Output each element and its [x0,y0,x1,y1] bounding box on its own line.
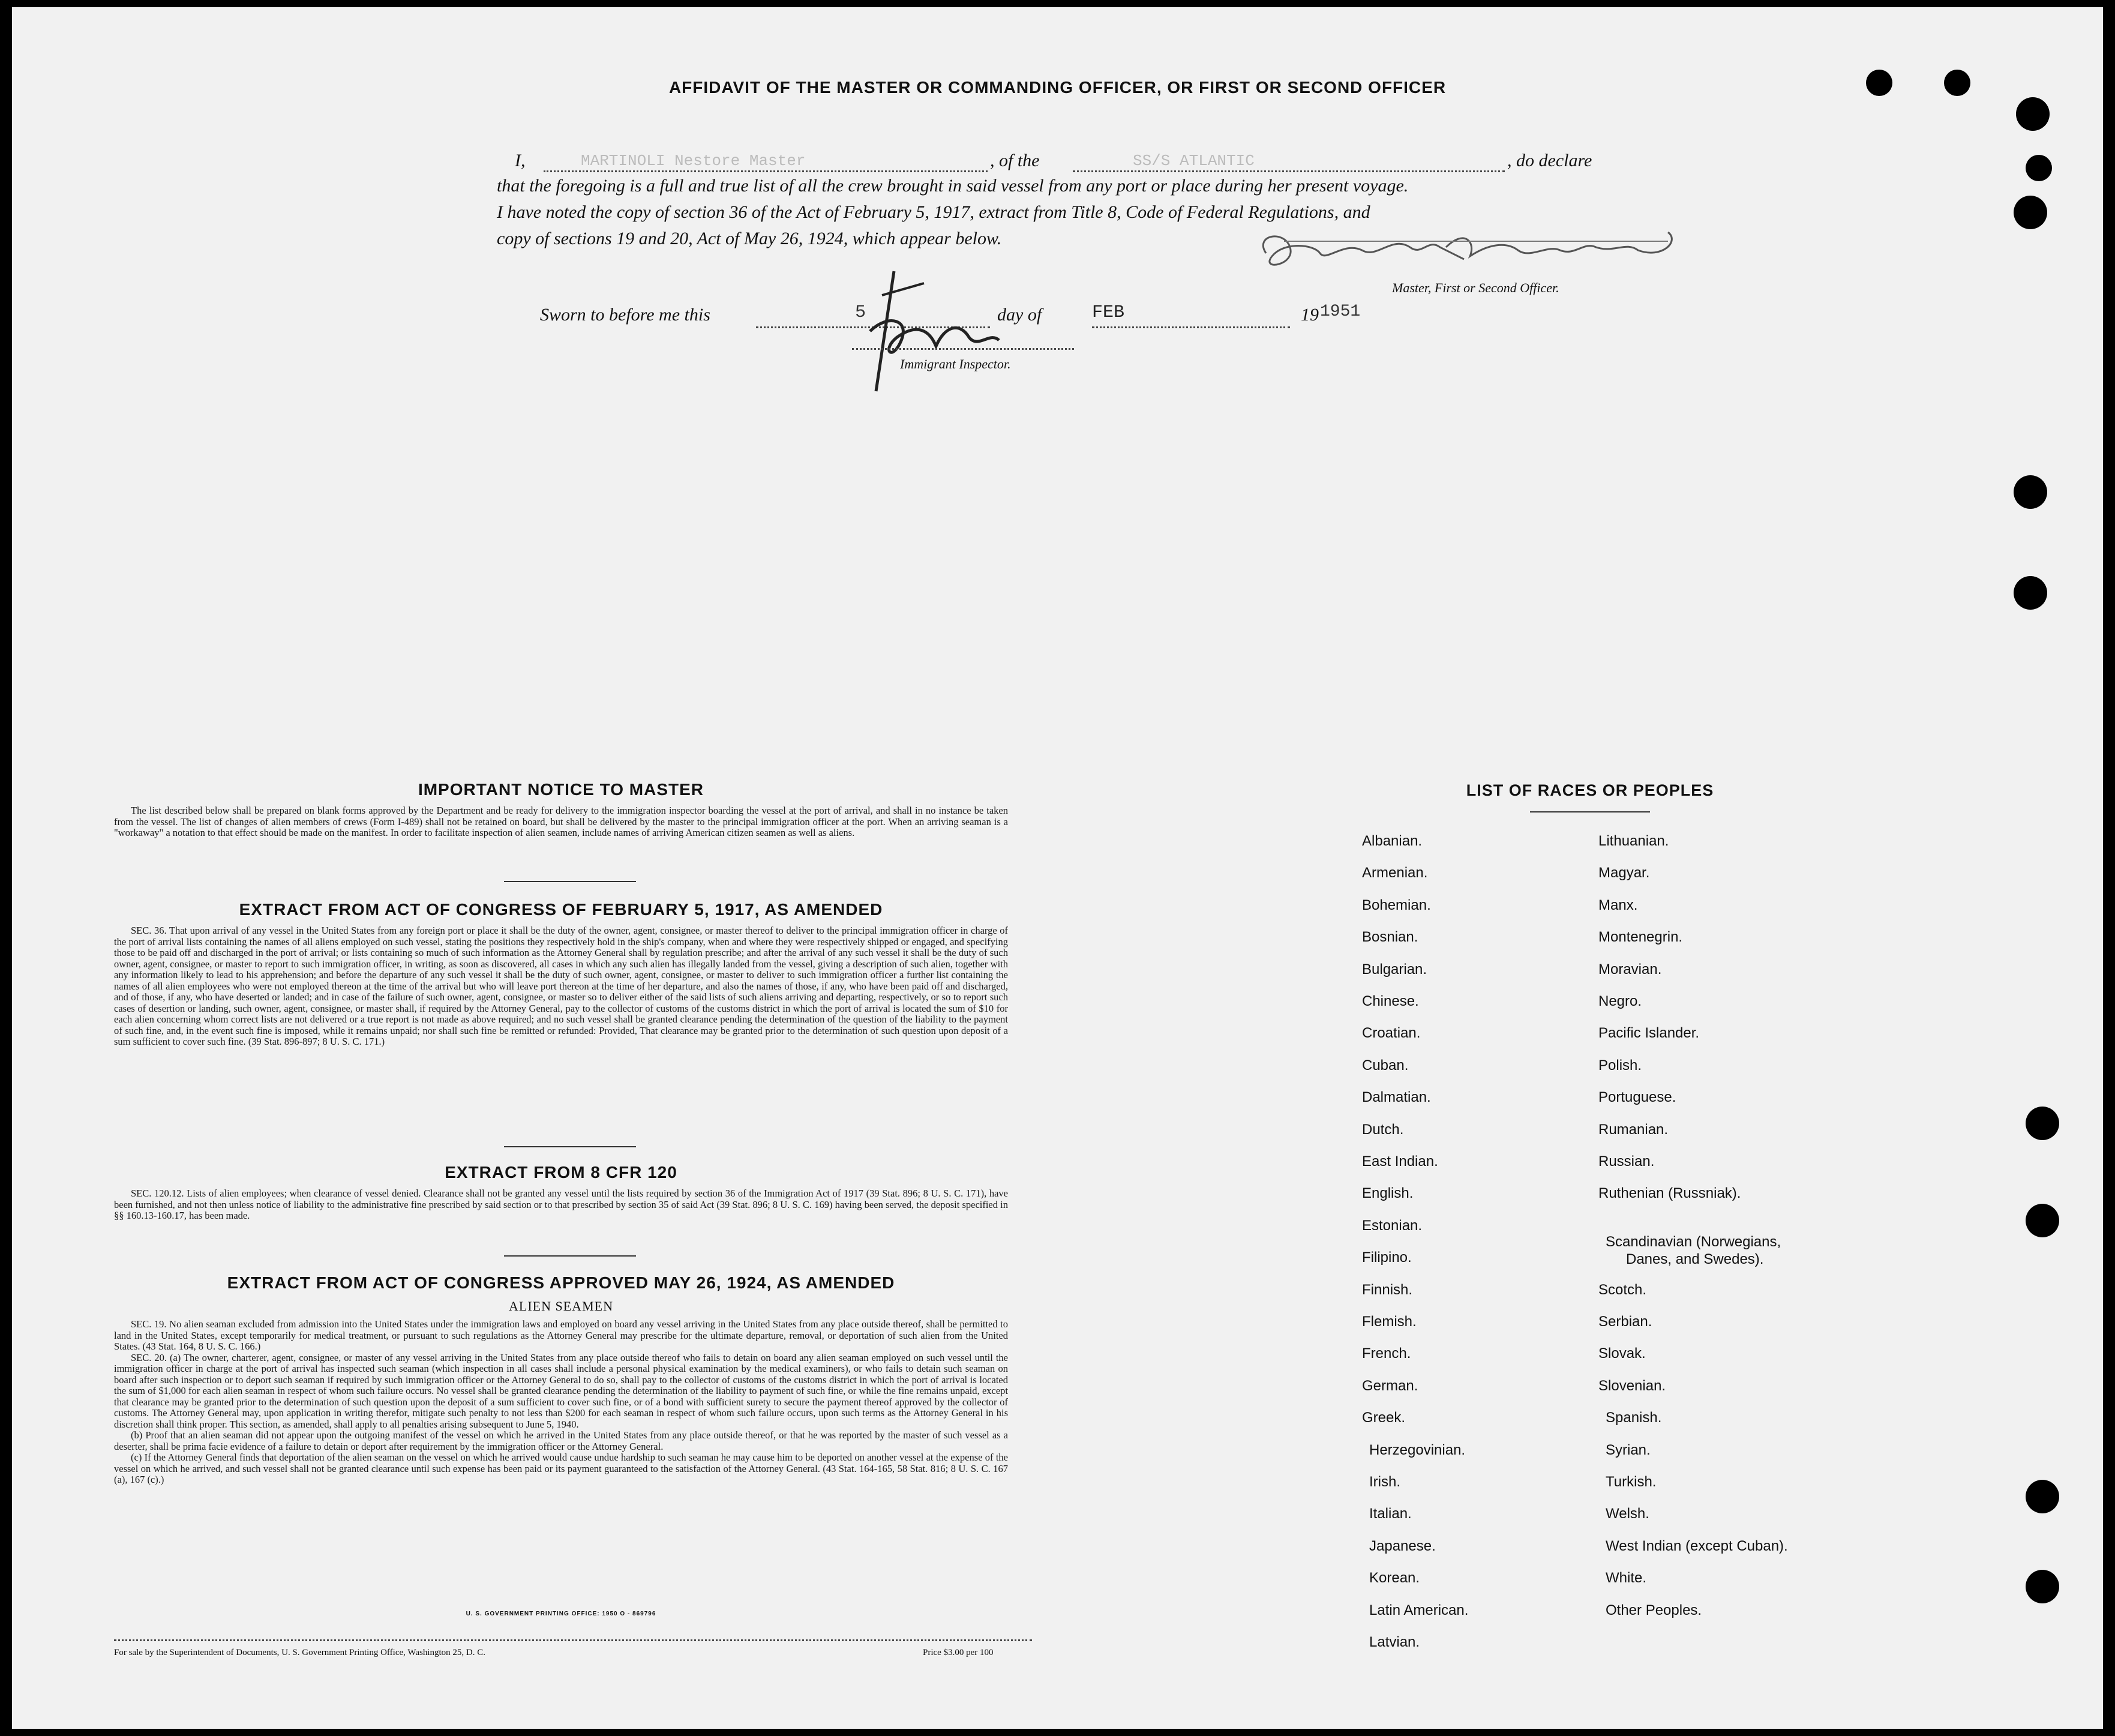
extract-cfr-paragraph: SEC. 120.12. Lists of alien employees; when clearance of vessel denied. Clearance shall not be granted any vessel until the lists required by section 36 of the Immigration Act of 1917 (39 Stat. 896; 8 U. S. C. 171), have been furnished, and not then unless notice of liability to the administrative fine prescribed by said section or to that prescribed by section 35 of said Act (39 Stat. 896; 8 U. S. C. 169) having been served, the deposit specified in §§ 160.13-160.17, has been made. [114,1188,1008,1221]
affidavit-of: , of the [990,151,1040,170]
punch-hole [2026,1204,2059,1237]
sec20c-paragraph: (c) If the Attorney General finds that deportation of the alien seaman on the vessel on which he arrived would cause undue hardship to such seaman he may cause him to be deported on another vessel at the expense of the vessel on which he arrived, and such vessel shall not be granted clearance until such expense has been paid or its payment guaranteed to the satisfaction of the Attorney General. (43 Stat. 164-165, 58 Stat. 816; 8 U. S. C. 167 (a), 167 (c).) [114,1452,1008,1485]
race-item: Albanian. [1362,833,1423,849]
race-item: Negro. [1598,993,1642,1009]
extract-cfr-title: EXTRACT FROM 8 CFR 120 [445,1163,677,1182]
race-item: Croatian. [1362,1025,1421,1042]
race-item: Bulgarian. [1362,961,1427,978]
affidavit-i: I, [515,151,526,170]
notice-text [114,805,1008,839]
race-item: Estonian. [1362,1217,1423,1234]
race-item: Cuban. [1362,1057,1409,1074]
race-item: Manx. [1598,897,1638,913]
inspector-signature [840,259,1020,403]
master-caption: Master, First or Second Officer. [1392,280,1559,295]
punch-hole [2016,97,2050,131]
divider [504,1255,636,1257]
race-item: Scandinavian (Norwegians, [1606,1233,1781,1250]
race-item: Moravian. [1598,961,1662,978]
race-item: Pacific Islander. [1598,1025,1700,1042]
race-item: German. [1362,1377,1418,1394]
race-item: Bosnian. [1362,929,1418,946]
punch-hole [2014,576,2047,610]
vessel-name-typed: SS/S ATLANTIC [1133,152,1255,170]
race-item: Chinese. [1362,993,1419,1009]
alien-seamen-subtitle: ALIEN SEAMEN [509,1299,613,1314]
race-item: Montenegrin. [1598,929,1683,946]
footer-rule [114,1638,1032,1641]
year-prefix: 19 [1301,305,1319,325]
day-of-label: day of [997,305,1042,325]
race-item: Turkish. [1606,1474,1657,1490]
notice-paragraph: The list described below shall be prepared on blank forms approved by the Department and be ready for delivery to the immigration inspector boarding the vessel at the port of arrival, and shall in no instance be taken from the vessel. The list of changes of alien members of crews (Form I-489) shall not be retained on board, but shall be delivered by the master to the principal immigration officer at the port. When an arriving seaman is a "workaway" a notation to that effect should be made on the manifest. In order to facilitate inspection of alien seamen, include names of arriving American citizen seamen as well as aliens. [114,805,1008,838]
punch-hole [2026,1480,2059,1513]
race-item: Latin American. [1369,1602,1469,1618]
affidavit-line-4: copy of sections 19 and 20, Act of May 26, 1924, which appear below. [497,229,1002,248]
race-item: Dutch. [1362,1121,1404,1138]
extract-1917-text [114,925,1008,1048]
punch-hole [2026,1107,2059,1140]
extract-cfr-text [114,1188,1008,1222]
race-item: Slovak. [1598,1345,1646,1362]
punch-hole [1944,70,1970,96]
punch-hole [2026,1570,2059,1603]
race-item: East Indian. [1362,1153,1438,1170]
divider [504,881,636,882]
master-name-typed: MARTINOLI Nestore Master [581,152,806,170]
punch-hole [1866,70,1892,96]
race-item: Ruthenian (Russniak). [1598,1185,1741,1202]
race-item: French. [1362,1345,1411,1362]
race-item: Danes, and Swedes). [1626,1251,1764,1267]
notice-title: IMPORTANT NOTICE TO MASTER [418,780,704,799]
race-item: Polish. [1598,1057,1642,1074]
race-item: Flemish. [1362,1314,1417,1330]
race-item: English. [1362,1185,1414,1202]
race-item: Syrian. [1606,1441,1651,1458]
race-item: Irish. [1369,1474,1401,1490]
extract-1917-paragraph: SEC. 36. That upon arrival of any vessel in the United States from any foreign port or place it shall be the duty of the owner, agent, consignee, or master thereof to deliver to the principal immigration officer in charge of the port of arrival lists containing the names of all aliens employed on such vessel, stating the positions they respectively hold in the ship's company, when and where they were respectively shipped or engaged, and specifying those to be paid off and discharged in the port of arrival; or lists containing so much of such information as the Attorney General shall by regulation prescribe; and after the arrival of any such vessel it shall be the duty of such owner, agent, consignee, or master to report to such immigration officer, in writing, as soon as discovered, all cases in which any such alien has illegally landed from the vessel, giving a description of such alien, together with any information likely to lead to his apprehension; and before the departure of any such vessel it shall be the duty of such owner, agent, consignee, or master to deliver to such immigration officer a further list containing the names of all alien employees who were not employed thereon at the time of the arrival but who will leave port thereon at the time of her departure, and also the names of those, if any, who have been paid off and discharged, and of those, if any, who have deserted or landed; and in case of the failure of such owner, agent, consignee, or master so to deliver either of the said lists of such aliens arriving and departing, respectively, or so to report such cases of desertion or landing, such owner, agent, consignee, or master shall, if required by the Attorney General, pay to the collector of customs of the customs district in which the port of arrival is located the sum of $10 for each alien concerning whom correct lists are not delivered or a true report is not made as above required; and no such vessel shall be granted clearance pending the determination of the question of the liability to the payment of such fine, and, in the event such fine is imposed, while it remains unpaid; nor shall such fine be remitted or refunded: Provided, That clearance may be granted prior to the determination of such question upon deposit of a sum sufficient to cover such fine. (39 Stat. 896-897; 8 U. S. C. 171.) [114,925,1008,1047]
race-item: Korean. [1369,1570,1420,1587]
race-item: Slovenian. [1598,1377,1666,1394]
inspector-caption: Immigrant Inspector. [900,356,1011,371]
race-item: White. [1606,1570,1647,1587]
race-item: Other Peoples. [1606,1602,1702,1618]
race-item: Greek. [1362,1410,1406,1426]
race-item: Portuguese. [1598,1089,1676,1106]
sworn-label: Sworn to before me this [540,305,710,325]
sworn-year: 1951 [1320,302,1361,321]
sec20b-paragraph: (b) Proof that an alien seaman did not appear upon the outgoing manifest of the vessel on which he arrived in the United States from any place outside thereof, or that he was reported by the master of such vessel as a deserter, shall be prima facie evidence of a failure to detain or deport after requirement by the immigration officer or the Attorney General. [114,1429,1008,1452]
master-signature [1248,223,1698,289]
race-item: Rumanian. [1598,1121,1669,1138]
footer-sale: For sale by the Superintendent of Documents, U. S. Government Printing Office, Washington 25, D. C. [114,1648,485,1657]
race-item: Magyar. [1598,865,1650,882]
race-item: Latvian. [1369,1634,1420,1650]
race-item: Armenian. [1362,865,1428,882]
affidavit-line-3: I have noted the copy of section 36 of the Act of February 5, 1917, extract from Title 8, Code of Federal Regulations, and [497,202,1370,222]
footer-price: Price $3.00 per 100 [923,1648,994,1657]
race-item: Scotch. [1598,1281,1647,1298]
race-item: Lithuanian. [1598,833,1669,849]
affidavit-line-2: that the foregoing is a full and true list of all the crew brought in said vessel from any port or place during her present voyage. [497,176,1409,196]
race-item: Filipino. [1362,1249,1412,1266]
race-item: Finnish. [1362,1281,1413,1298]
race-item: Italian. [1369,1506,1412,1522]
race-item: West Indian (except Cuban). [1606,1537,1788,1554]
inspector-line [852,347,1074,350]
punch-hole [2014,196,2047,229]
race-item: Russian. [1598,1153,1655,1170]
sec19-paragraph: SEC. 19. No alien seaman excluded from admission into the United States under the immigration laws and employed on board any vessel arriving in the United States from any place outside thereof, shall be permitted to land in the United States, except temporarily for medical treatment, or pursuant to such regulations as the Attorney General may prescribe for the ultimate departure, removal, or deportation of such alien from the United States. (43 Stat. 164, 8 U. S. C. 166.) [114,1318,1008,1352]
document-page [12,7,2103,1729]
divider [504,1146,636,1147]
extract-1924-text [114,1319,1008,1486]
extract-1924-title: EXTRACT FROM ACT OF CONGRESS APPROVED MAY 26, 1924, AS AMENDED [227,1273,895,1292]
races-divider [1530,811,1650,812]
sec20a-paragraph: SEC. 20. (a) The owner, charterer, agent, consignee, or master of any vessel arriving in the United States from any place outside thereof who fails to detain on board any alien seaman employed on such vessel until the immigration officer in charge at the port of arrival has inspected such seaman (which inspection in all cases shall include a personal physical examination by the medical examiners), or who fails to detain such seaman on board after such inspection or to deport such seaman if required by such immigration officer or the Attorney General to do so, shall pay to the collector of customs of the customs district in which the port of arrival is located the sum of $1,000 for each alien seaman in respect of whom such failure occurs. No vessel shall be granted clearance pending the determination of the liability to payment of such fine, or while the fine remains unpaid, except that clearance may be granted prior to the determination of such question upon the deposit of a sum sufficient to cover such fine, or of a bond with sufficient surety to secure the payment thereof approved by the collector of customs. The Attorney General may, upon application in writing therefor, mitigate such penalty to not less than $200 for each seaman in respect of whom such failure occurs, upon such terms as the Attorney General in his discretion shall think proper. This section, as amended, shall apply to all penalties arising subsequent to June 5, 1940. [114,1351,1008,1430]
race-item: Herzegovinian. [1369,1441,1466,1458]
punch-hole [2026,155,2052,181]
affidavit-line-1 [497,148,1637,174]
race-item: Welsh. [1606,1506,1649,1522]
race-item: Bohemian. [1362,897,1431,913]
punch-hole [2014,475,2047,509]
affidavit-declare: , do declare [1507,151,1592,170]
affidavit-title: AFFIDAVIT OF THE MASTER OR COMMANDING OFFICER, OR FIRST OR SECOND OFFICER [668,78,1447,97]
race-item: Spanish. [1606,1410,1662,1426]
sworn-month: FEB [1092,302,1125,323]
race-item: Dalmatian. [1362,1089,1431,1106]
race-item: Japanese. [1369,1537,1436,1554]
extract-1917-title: EXTRACT FROM ACT OF CONGRESS OF FEBRUARY 5, 1917, AS AMENDED [239,900,883,919]
race-item: Serbian. [1598,1314,1652,1330]
races-title: LIST OF RACES OR PEOPLES [1466,781,1714,799]
sworn-day: 5 [855,302,866,323]
gpo-line: U. S. GOVERNMENT PRINTING OFFICE: 1950 O - 869796 [466,1611,656,1617]
